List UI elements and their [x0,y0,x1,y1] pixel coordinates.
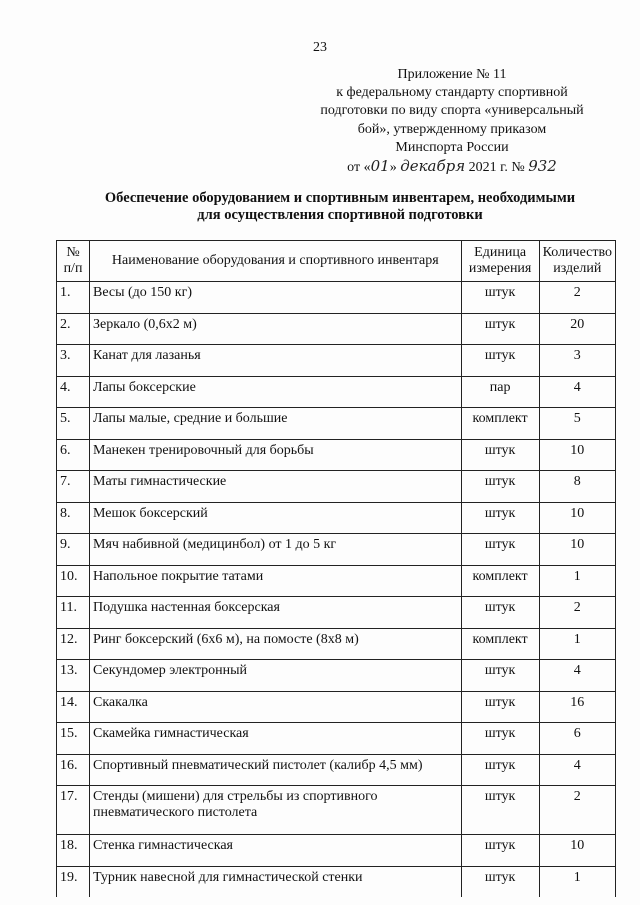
table-row [57,723,616,755]
table-row [57,660,616,692]
table-row [57,313,616,345]
table-row [57,628,616,660]
cell-unit: комплект [461,408,539,440]
document-title [40,190,640,224]
cell-unit: штук [461,534,539,566]
cell-quantity: 3 [539,345,615,377]
table-row [57,408,616,440]
cell-number: 16. [57,754,90,786]
cell-quantity: 1 [539,866,615,897]
header-unit: Единица измерения [461,241,539,282]
appendix-line: Минспорта России [395,139,509,155]
cell-number: 6. [57,439,90,471]
cell-unit: штук [461,786,539,835]
appendix-line: бой», утвержденному приказом [357,121,547,137]
cell-number: 2. [57,313,90,345]
cell-unit: пар [461,376,539,408]
table-row [57,376,616,408]
cell-unit: штук [461,597,539,629]
cell-name: Весы (до 150 кг) [90,282,462,314]
cell-quantity: 8 [539,471,615,503]
table-row [57,565,616,597]
cell-number: 1. [57,282,90,314]
cell-unit: штук [461,866,539,897]
cell-number: 13. [57,660,90,692]
order-number-handwritten: 932 [528,157,557,176]
table-row [57,534,616,566]
cell-number: 14. [57,691,90,723]
cell-number: 4. [57,376,90,408]
cell-quantity: 5 [539,408,615,440]
cell-quantity: 2 [539,786,615,835]
cell-name: Скакалка [90,691,462,723]
cell-name: Лапы боксерские [90,376,462,408]
appendix-line: подготовки по виду спорта «универсальный [320,103,584,119]
cell-unit: штук [461,660,539,692]
cell-unit: комплект [461,628,539,660]
cell-name: Маты гимнастические [90,471,462,503]
cell-unit: комплект [461,565,539,597]
cell-number: 5. [57,408,90,440]
cell-number: 19. [57,866,90,897]
cell-quantity: 1 [539,628,615,660]
cell-unit: штук [461,471,539,503]
cell-quantity: 4 [539,754,615,786]
cell-name: Подушка настенная боксерская [90,597,462,629]
cell-quantity: 2 [539,597,615,629]
cell-name: Канат для лазанья [90,345,462,377]
cell-name: Напольное покрытие татами [90,565,462,597]
table-row [57,282,616,314]
cell-unit: штук [461,691,539,723]
cell-name: Лапы малые, средние и большие [90,408,462,440]
cell-quantity: 6 [539,723,615,755]
date-month-handwritten: декабря [400,157,466,176]
cell-unit: штук [461,345,539,377]
table-row [57,866,616,897]
cell-name: Стенды (мишени) для стрельбы из спортивного пневматического пистолета [90,786,462,835]
cell-name: Мешок боксерский [90,502,462,534]
title-line-1: Обеспечение оборудованием и спортивным инвентарем, необходимыми [104,190,576,206]
cell-number: 12. [57,628,90,660]
cell-number: 7. [57,471,90,503]
cell-unit: штук [461,313,539,345]
cell-quantity: 10 [539,835,615,867]
cell-number: 8. [57,502,90,534]
cell-name: Манекен тренировочный для борьбы [90,439,462,471]
cell-number: 15. [57,723,90,755]
cell-quantity: 1 [539,565,615,597]
cell-name: Секундомер электронный [90,660,462,692]
appendix-block [292,66,612,177]
cell-number: 9. [57,534,90,566]
title-line-2: для осуществления спортивной подготовки [197,207,483,223]
cell-name: Стенка гимнастическая [90,835,462,867]
cell-name: Турник навесной для гимнастической стенки [90,866,462,897]
cell-unit: штук [461,754,539,786]
date-year: 2021 г. № [468,160,525,176]
header-name: Наименование оборудования и спортивного инвентаря [90,241,462,282]
table-row [57,345,616,377]
page-number: 23 [313,40,327,55]
cell-name: Ринг боксерский (6х6 м), на помосте (8х8 м) [90,628,462,660]
cell-unit: штук [461,502,539,534]
cell-quantity: 4 [539,660,615,692]
table-row [57,597,616,629]
cell-unit: штук [461,439,539,471]
cell-number: 18. [57,835,90,867]
cell-quantity: 2 [539,282,615,314]
table-row [57,786,616,835]
header-quantity: Количество изделий [539,241,615,282]
appendix-title: Приложение № 11 [397,67,507,82]
cell-quantity: 10 [539,534,615,566]
date-day-handwritten: 01 [370,157,390,176]
cell-number: 10. [57,565,90,597]
cell-unit: штук [461,723,539,755]
order-date-line [292,157,612,177]
table-body [57,282,616,898]
cell-number: 3. [57,345,90,377]
cell-name: Скамейка гимнастическая [90,723,462,755]
table-row [57,471,616,503]
cell-quantity: 16 [539,691,615,723]
table-row [57,439,616,471]
table-row [57,502,616,534]
cell-number: 11. [57,597,90,629]
cell-quantity: 10 [539,502,615,534]
cell-quantity: 10 [539,439,615,471]
date-prefix: от « [347,160,371,176]
appendix-line: к федеральному стандарту спортивной [336,85,568,101]
table-row [57,691,616,723]
cell-unit: штук [461,282,539,314]
cell-quantity: 4 [539,376,615,408]
cell-name: Спортивный пневматический пистолет (калибр 4,5 мм) [90,754,462,786]
cell-name: Зеркало (0,6х2 м) [90,313,462,345]
table-row [57,835,616,867]
cell-number: 17. [57,786,90,835]
date-mid: » [389,160,397,176]
cell-unit: штук [461,835,539,867]
cell-name: Мяч набивной (медицинбол) от 1 до 5 кг [90,534,462,566]
header-number: № п/п [57,241,90,282]
table-header-row [57,241,616,282]
cell-quantity: 20 [539,313,615,345]
equipment-table [56,240,616,897]
table-row [57,754,616,786]
